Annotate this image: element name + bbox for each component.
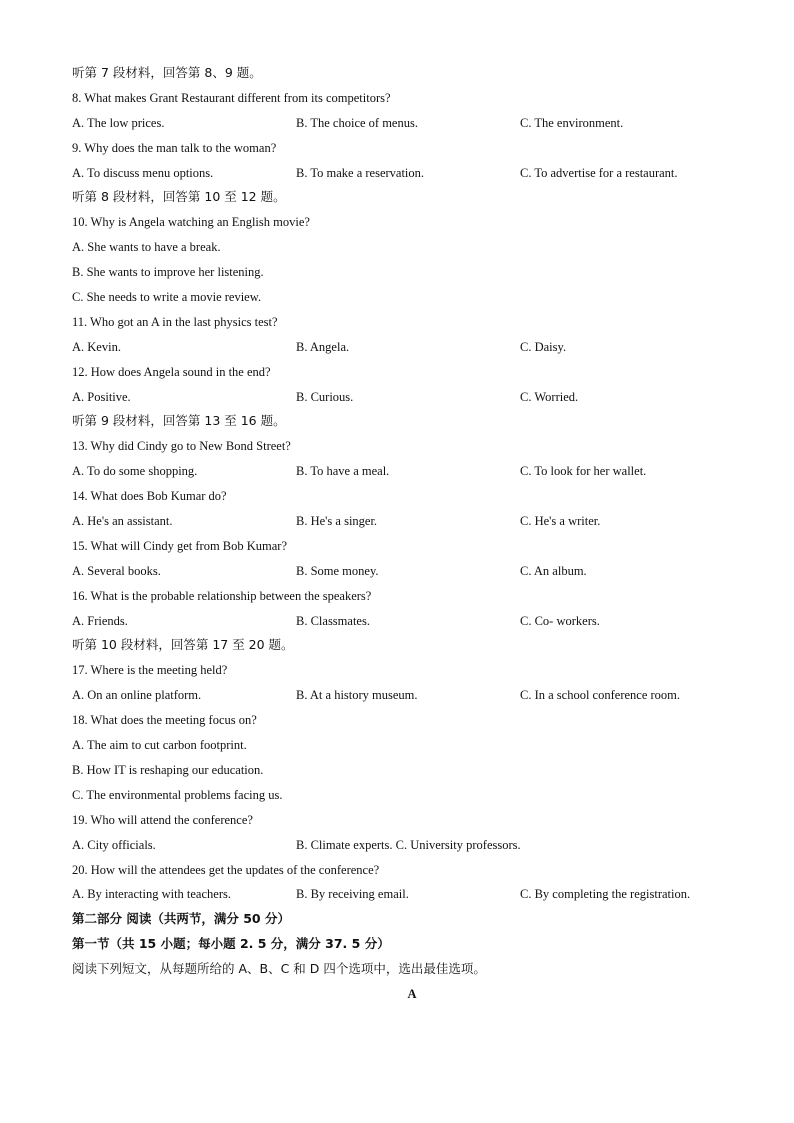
question-text: C. The environmental problems facing us.	[72, 787, 283, 802]
question-text: 8. What makes Grant Restaurant different from its competitors?	[72, 90, 391, 105]
options-row	[72, 385, 752, 410]
question-text: 14. What does Bob Kumar do?	[72, 489, 227, 504]
question-text: 11. Who got an A in the last physics test?	[72, 314, 278, 329]
options-row	[72, 509, 752, 534]
option-c: C. Worried.	[520, 389, 579, 404]
options-row	[72, 459, 752, 484]
option-c: C. By completing the registration.	[520, 887, 691, 902]
section-instruction: 听第 7 段材料，回答第 8、9 题。	[72, 65, 262, 80]
question-text: 16. What is the probable relationship between the speakers?	[72, 588, 372, 603]
question-text: B. She wants to improve her listening.	[72, 265, 264, 280]
options-row	[72, 559, 752, 584]
option-a: A. To discuss menu options.	[72, 165, 214, 180]
question-text: 10. Why is Angela watching an English movie?	[72, 215, 310, 230]
exam-content	[72, 61, 752, 1007]
option-c: C. An album.	[520, 563, 587, 578]
question-text: C. She needs to write a movie review.	[72, 290, 262, 305]
option-c	[520, 833, 752, 858]
option-a: A. Positive.	[72, 389, 131, 404]
option-b: B. To have a meal.	[296, 464, 390, 479]
option-b: B. The choice of menus.	[296, 115, 418, 130]
option-a: A. Several books.	[72, 563, 161, 578]
passage-label: A	[407, 986, 417, 1001]
question-text: A. She wants to have a break.	[72, 240, 221, 255]
option-c: C. To advertise for a restaurant.	[520, 165, 678, 180]
option-a: A. To do some shopping.	[72, 464, 198, 479]
option-c: C. In a school conference room.	[520, 688, 681, 703]
option-a: A. The low prices.	[72, 115, 165, 130]
option-b: B. Classmates.	[296, 613, 370, 628]
options-row	[72, 335, 752, 360]
question-text: 19. Who will attend the conference?	[72, 812, 253, 827]
options-row	[72, 609, 752, 634]
question-text: 13. Why did Cindy go to New Bond Street?	[72, 439, 291, 454]
section-instruction: 阅读下列短文，从每题所给的 A、B、C 和 D 四个选项中，选出最佳选项。	[72, 961, 486, 977]
option-b: B. Some money.	[296, 563, 379, 578]
question-text: 18. What does the meeting focus on?	[72, 713, 257, 728]
section-title: 第一节（共 15 小题；每小题 2. 5 分，满分 37. 5 分）	[72, 936, 390, 952]
option-a: A. On an online platform.	[72, 688, 202, 703]
option-c: C. He's a writer.	[520, 514, 601, 529]
section-instruction: 听第 10 段材料，回答第 17 至 20 题。	[72, 637, 294, 653]
option-b: B. Climate experts. C. University professors.	[296, 837, 521, 852]
options-row	[72, 833, 752, 858]
section-instruction: 听第 8 段材料，回答第 10 至 12 题。	[72, 189, 286, 205]
option-b: B. To make a reservation.	[296, 165, 425, 180]
question-text: 12. How does Angela sound in the end?	[72, 364, 271, 379]
question-text: 15. What will Cindy get from Bob Kumar?	[72, 538, 288, 553]
question-text: 20. How will the attendees get the updates of the conference?	[72, 862, 380, 877]
option-c: C. The environment.	[520, 115, 624, 130]
section-title: 第二部分 阅读（共两节，满分 50 分）	[72, 911, 290, 927]
option-c: C. To look for her wallet.	[520, 464, 647, 479]
option-c: C. Co- workers.	[520, 613, 600, 628]
option-a: A. By interacting with teachers.	[72, 887, 231, 902]
option-a: A. City officials.	[72, 837, 156, 852]
option-b: B. Angela.	[296, 339, 350, 354]
option-b: B. Curious.	[296, 389, 354, 404]
options-row	[72, 161, 752, 186]
question-text: 17. Where is the meeting held?	[72, 663, 228, 678]
question-text: 9. Why does the man talk to the woman?	[72, 140, 277, 155]
option-b: B. At a history museum.	[296, 688, 418, 703]
option-c: C. Daisy.	[520, 339, 567, 354]
option-a: A. Kevin.	[72, 339, 121, 354]
options-row	[72, 111, 752, 136]
question-text: A. The aim to cut carbon footprint.	[72, 738, 247, 753]
section-instruction: 听第 9 段材料，回答第 13 至 16 题。	[72, 413, 286, 429]
option-b: B. By receiving email.	[296, 887, 409, 902]
options-row	[72, 882, 752, 907]
option-a: A. He's an assistant.	[72, 514, 173, 529]
option-b: B. He's a singer.	[296, 514, 378, 529]
question-text: B. How IT is reshaping our education.	[72, 762, 264, 777]
options-row	[72, 683, 752, 708]
option-a: A. Friends.	[72, 613, 128, 628]
